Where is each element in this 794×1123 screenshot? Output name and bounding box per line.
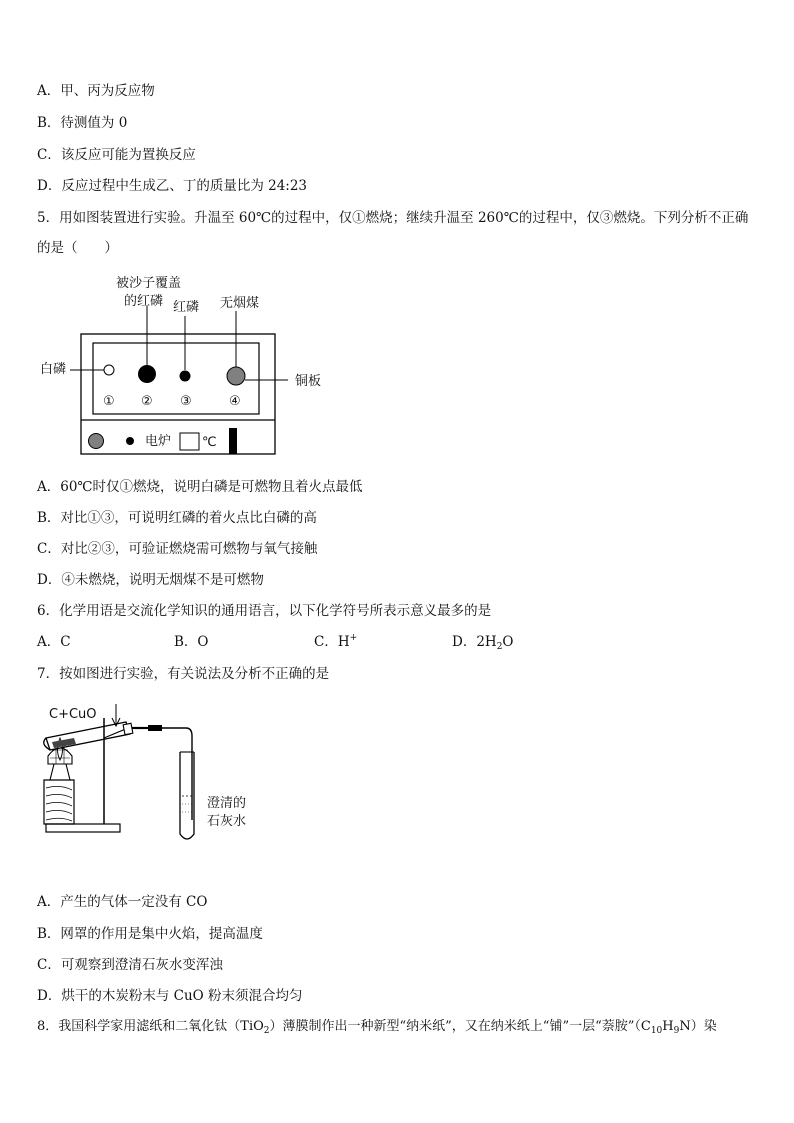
q5-figure	[0, 270, 794, 470]
q7-option-a: A．产生的气体一定没有 CO	[37, 894, 208, 910]
label-covered-red-phosphorus-2: 的红磷	[124, 294, 164, 309]
label-covered-red-phosphorus-1: 被沙子覆盖	[116, 276, 182, 291]
label-limewater-1: 澄清的	[207, 796, 247, 811]
label-electric-stove: 电炉	[145, 434, 172, 449]
q7-option-c: C．可观察到澄清石灰水变浑浊	[37, 957, 223, 973]
q7-option-b: B．网罩的作用是集中火焰，提高温度	[37, 926, 263, 942]
q5-option-a: A．60℃时仅①燃烧，说明白磷是可燃物且着火点最低	[37, 479, 363, 495]
label-limewater-2: 石灰水	[207, 814, 247, 829]
stove-switch-icon	[229, 428, 237, 454]
q8-stem	[37, 1018, 717, 1037]
label-celsius: ℃	[202, 435, 217, 450]
q6-option-d	[452, 633, 514, 653]
q8-text-4: N）染	[679, 1019, 717, 1034]
label-anthracite: 无烟煤	[220, 296, 260, 311]
q6-option-b: B．O	[174, 634, 209, 650]
q4-option-c: C．该反应可能为置换反应	[37, 147, 196, 163]
q4-option-d: D．反应过程中生成乙、丁的质量比为 24:23	[37, 178, 308, 194]
covered-red-phosphorus-sample	[138, 365, 156, 383]
label-number-3: ③	[180, 394, 192, 409]
q6-option-c-text: C．H	[314, 634, 350, 650]
q5-option-c: C．对比②③，可验证燃烧需可燃物与氧气接触	[37, 541, 318, 557]
q6-option-d-text-end: O	[502, 634, 514, 650]
q8-subscript-3: 9	[673, 1026, 680, 1036]
q4-option-b: B．待测值为 0	[37, 115, 128, 131]
anthracite-sample	[227, 367, 245, 385]
q6-option-d-text: D．2H	[452, 634, 497, 650]
stove-knob-icon	[89, 434, 104, 449]
label-number-2: ②	[141, 394, 153, 409]
q8-subscript-2: 10	[650, 1026, 663, 1036]
q8-subscript-1: 2	[263, 1026, 270, 1036]
q6-options	[37, 633, 757, 651]
white-phosphorus-sample	[104, 365, 114, 375]
label-c-cuo: C+CuO	[49, 707, 97, 722]
q6-option-d-subscript: 2	[496, 642, 503, 652]
q4-option-a: A．甲、丙为反应物	[37, 83, 155, 99]
q6-stem: 6．化学用语是交流化学知识的通用语言，以下化学符号所表示意义最多的是	[37, 603, 492, 619]
q6-option-a: A．C	[37, 634, 71, 650]
q8-text-2: ）薄膜制作出一种新型“纳米纸”，又在纳米纸上“铺”一层“萘胺”（C	[269, 1019, 651, 1034]
label-white-phosphorus: 白磷	[40, 362, 67, 377]
label-number-1: ①	[103, 394, 115, 409]
temperature-display	[180, 433, 199, 450]
label-red-phosphorus: 红磷	[173, 300, 200, 315]
q7-apparatus-drawing	[0, 700, 794, 860]
label-number-4: ④	[229, 394, 241, 409]
q5-stem-line2: 的是（ ）	[37, 240, 118, 256]
label-copper-plate: 铜板	[295, 374, 322, 389]
q5-apparatus-drawing	[0, 270, 794, 470]
q5-option-d: D．④未燃烧，说明无烟煤不是可燃物	[37, 572, 264, 588]
q8-text-3: H	[662, 1019, 674, 1034]
q7-option-d: D．烘干的木炭粉末与 CuO 粉末须混合均匀	[37, 988, 303, 1004]
q7-stem: 7．按如图进行实验，有关说法及分析不正确的是	[37, 666, 330, 682]
q5-stem-line1: 5．用如图装置进行实验。升温至 60℃的过程中，仅①燃烧；继续升温至 260℃的过程中，仅③燃烧。下列分析不正确	[37, 210, 749, 226]
q7-figure	[0, 700, 794, 860]
stove-indicator-icon	[126, 437, 134, 445]
q8-text-1: 8．我国科学家用滤纸和二氧化钛（TiO	[37, 1019, 264, 1034]
q6-option-c-charge: +	[349, 633, 358, 643]
q6-option-c	[314, 633, 357, 653]
q5-option-b: B．对比①③，可说明红磷的着火点比白磷的高	[37, 510, 317, 526]
red-phosphorus-sample	[180, 371, 191, 382]
